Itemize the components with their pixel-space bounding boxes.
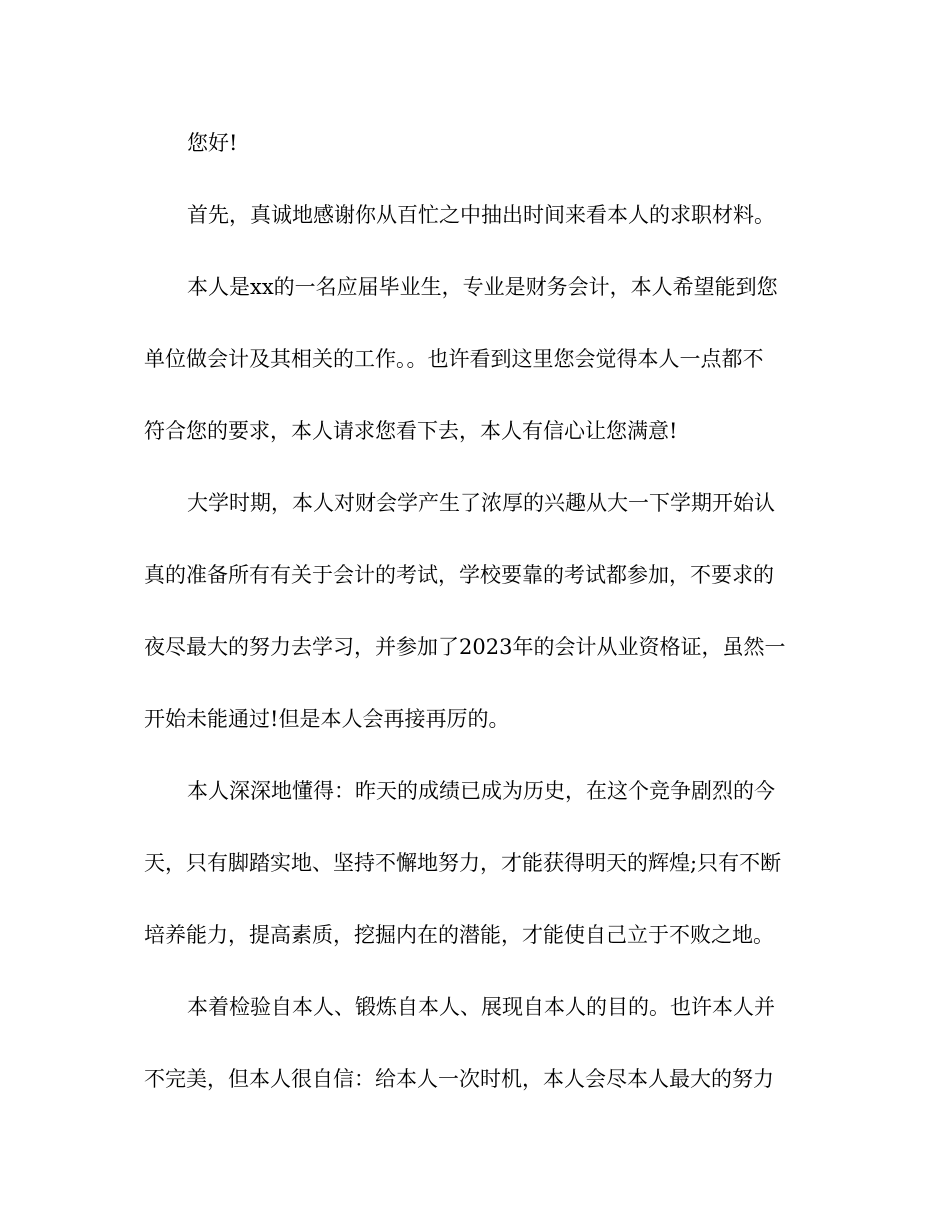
greeting-line: 您好! (187, 131, 238, 155)
paragraph-line: 大学时期，本人对财会学产生了浓厚的兴趣从大一下学期开始认 (187, 491, 775, 515)
paragraph-line: 天，只有脚踏实地、坚持不懈地努力，才能获得明天的辉煌;只有不断 (144, 851, 782, 875)
paragraph-line: 真的准备所有有关于会计的考试，学校要靠的考试都参加，不要求的 (144, 563, 774, 587)
paragraph-line: 培养能力，提高素质，挖掘内在的潜能，才能使自己立于不败之地。 (144, 923, 774, 947)
paragraph-line: 本人是xx的一名应届毕业生，专业是财务会计，本人希望能到您 (187, 275, 778, 299)
paragraph-line: 开始未能通过!但是本人会再接再厉的。 (144, 707, 510, 731)
paragraph-line: 符合您的要求，本人请求您看下去，本人有信心让您满意! (144, 419, 678, 443)
paragraph-line: 首先，真诚地感谢你从百忙之中抽出时间来看本人的求职材料。 (187, 203, 775, 227)
paragraph-line: 单位做会计及其相关的工作。。也许看到这里您会觉得本人一点都不 (144, 347, 764, 371)
paragraph-line: 本人深深地懂得：昨天的成绩已成为历史，在这个竞争剧烈的今 (187, 779, 775, 803)
paragraph-line: 本着检验自本人、锻炼自本人、展现自本人的目的。也许本人并 (187, 995, 775, 1019)
paragraph-line: 不完美，但本人很自信：给本人一次时机，本人会尽本人最大的努力 (144, 1067, 774, 1091)
paragraph-line: 夜尽最大的努力去学习，并参加了2023年的会计从业资格证，虽然一 (144, 635, 786, 659)
